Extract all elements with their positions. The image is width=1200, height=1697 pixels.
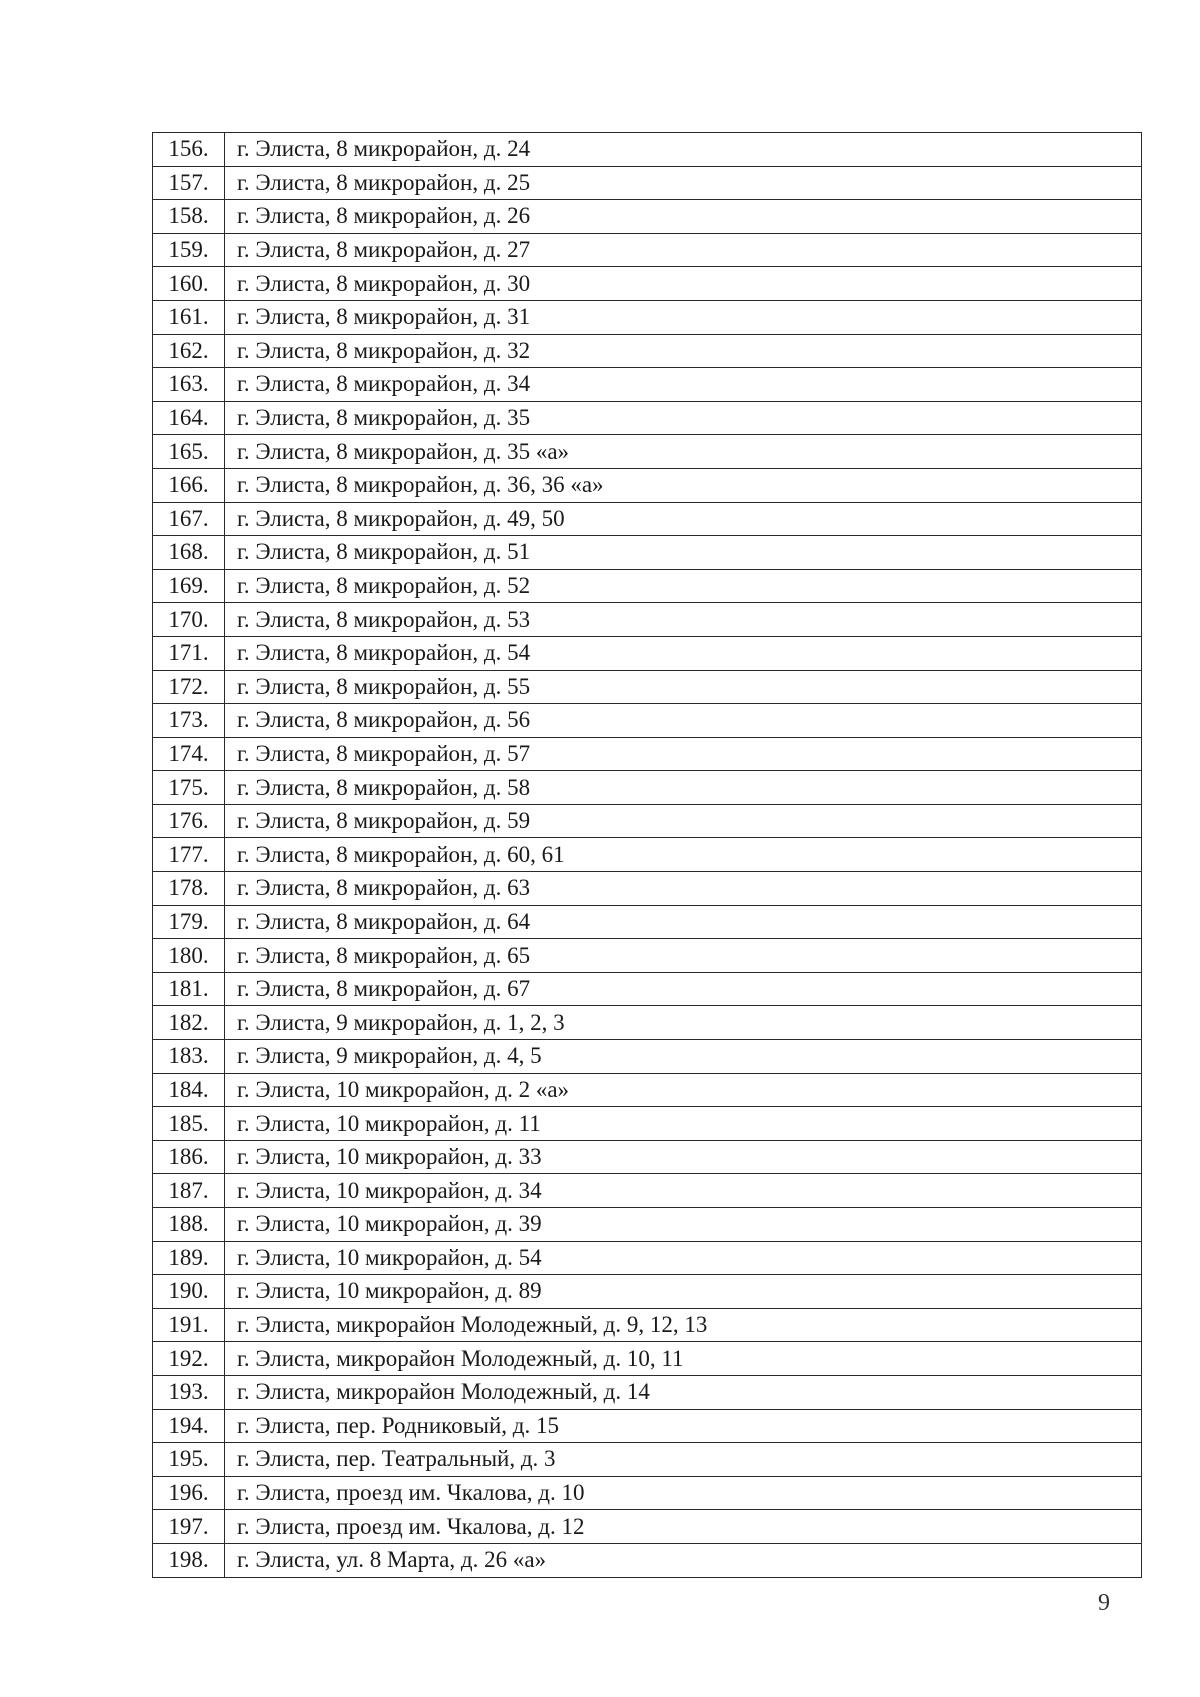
table-row — [153, 267, 1142, 301]
row-number: 159. — [153, 233, 225, 267]
row-address: г. Элиста, 8 микрорайон, д. 36, 36 «а» — [225, 468, 1142, 502]
row-number: 186. — [153, 1140, 225, 1174]
row-number: 179. — [153, 905, 225, 939]
row-address: г. Элиста, 8 микрорайон, д. 51 — [225, 536, 1142, 570]
table-row — [153, 1308, 1142, 1342]
table-row — [153, 536, 1142, 570]
table-row — [153, 1174, 1142, 1208]
row-address: г. Элиста, 10 микрорайон, д. 54 — [225, 1241, 1142, 1275]
table-row — [153, 804, 1142, 838]
row-address: г. Элиста, 10 микрорайон, д. 39 — [225, 1208, 1142, 1242]
table-row — [153, 569, 1142, 603]
row-number: 172. — [153, 670, 225, 704]
row-number: 162. — [153, 334, 225, 368]
table-row — [153, 300, 1142, 334]
address-table — [152, 132, 1142, 1578]
row-address: г. Элиста, 8 микрорайон, д. 57 — [225, 737, 1142, 771]
row-address: г. Элиста, проезд им. Чкалова, д. 12 — [225, 1510, 1142, 1544]
table-row — [153, 1140, 1142, 1174]
row-number: 176. — [153, 804, 225, 838]
row-address: г. Элиста, микрорайон Молодежный, д. 10, 11 — [225, 1342, 1142, 1376]
row-number: 168. — [153, 536, 225, 570]
row-address: г. Элиста, 8 микрорайон, д. 35 — [225, 401, 1142, 435]
row-number: 183. — [153, 1040, 225, 1074]
row-number: 187. — [153, 1174, 225, 1208]
row-number: 173. — [153, 704, 225, 738]
table-row — [153, 200, 1142, 234]
row-address: г. Элиста, 10 микрорайон, д. 34 — [225, 1174, 1142, 1208]
table-row — [153, 133, 1142, 167]
table-row — [153, 838, 1142, 872]
row-number: 163. — [153, 368, 225, 402]
table-row — [153, 704, 1142, 738]
row-address: г. Элиста, микрорайон Молодежный, д. 9, 12, 13 — [225, 1308, 1142, 1342]
row-number: 175. — [153, 771, 225, 805]
row-address: г. Элиста, 8 микрорайон, д. 31 — [225, 300, 1142, 334]
row-number: 177. — [153, 838, 225, 872]
table-row — [153, 368, 1142, 402]
row-address: г. Элиста, 8 микрорайон, д. 52 — [225, 569, 1142, 603]
table-row — [153, 1208, 1142, 1242]
table-row — [153, 1543, 1142, 1577]
row-address: г. Элиста, 8 микрорайон, д. 34 — [225, 368, 1142, 402]
row-address: г. Элиста, пер. Родниковый, д. 15 — [225, 1409, 1142, 1443]
row-address: г. Элиста, 8 микрорайон, д. 54 — [225, 636, 1142, 670]
row-number: 193. — [153, 1375, 225, 1409]
table-row — [153, 1476, 1142, 1510]
row-address: г. Элиста, 8 микрорайон, д. 24 — [225, 133, 1142, 167]
row-number: 171. — [153, 636, 225, 670]
table-row — [153, 233, 1142, 267]
row-number: 160. — [153, 267, 225, 301]
row-address: г. Элиста, ул. 8 Марта, д. 26 «а» — [225, 1543, 1142, 1577]
row-number: 194. — [153, 1409, 225, 1443]
row-number: 182. — [153, 1006, 225, 1040]
table-row — [153, 502, 1142, 536]
table-row — [153, 1241, 1142, 1275]
row-address: г. Элиста, пер. Театральный, д. 3 — [225, 1443, 1142, 1477]
row-number: 158. — [153, 200, 225, 234]
table-row — [153, 670, 1142, 704]
row-address: г. Элиста, 8 микрорайон, д. 53 — [225, 603, 1142, 637]
row-address: г. Элиста, 8 микрорайон, д. 32 — [225, 334, 1142, 368]
row-number: 181. — [153, 972, 225, 1006]
row-number: 197. — [153, 1510, 225, 1544]
row-number: 185. — [153, 1107, 225, 1141]
row-address: г. Элиста, 8 микрорайон, д. 56 — [225, 704, 1142, 738]
row-address: г. Элиста, 8 микрорайон, д. 35 «а» — [225, 435, 1142, 469]
row-number: 191. — [153, 1308, 225, 1342]
row-number: 178. — [153, 872, 225, 906]
row-number: 157. — [153, 166, 225, 200]
table-row — [153, 972, 1142, 1006]
row-address: г. Элиста, 8 микрорайон, д. 58 — [225, 771, 1142, 805]
table-row — [153, 435, 1142, 469]
table-row — [153, 1409, 1142, 1443]
row-number: 195. — [153, 1443, 225, 1477]
row-number: 166. — [153, 468, 225, 502]
table-row — [153, 166, 1142, 200]
row-address: г. Элиста, 8 микрорайон, д. 63 — [225, 872, 1142, 906]
table-row — [153, 636, 1142, 670]
row-number: 192. — [153, 1342, 225, 1376]
row-number: 156. — [153, 133, 225, 167]
row-number: 198. — [153, 1543, 225, 1577]
row-address: г. Элиста, 9 микрорайон, д. 4, 5 — [225, 1040, 1142, 1074]
row-address: г. Элиста, 8 микрорайон, д. 65 — [225, 939, 1142, 973]
row-address: г. Элиста, 10 микрорайон, д. 33 — [225, 1140, 1142, 1174]
row-address: г. Элиста, 8 микрорайон, д. 49, 50 — [225, 502, 1142, 536]
row-number: 161. — [153, 300, 225, 334]
row-number: 167. — [153, 502, 225, 536]
row-address: г. Элиста, микрорайон Молодежный, д. 14 — [225, 1375, 1142, 1409]
table-row — [153, 737, 1142, 771]
row-address: г. Элиста, 8 микрорайон, д. 25 — [225, 166, 1142, 200]
table-row — [153, 1275, 1142, 1309]
table-row — [153, 905, 1142, 939]
table-row — [153, 334, 1142, 368]
row-number: 180. — [153, 939, 225, 973]
row-address: г. Элиста, 8 микрорайон, д. 60, 61 — [225, 838, 1142, 872]
table-row — [153, 603, 1142, 637]
table-row — [153, 1342, 1142, 1376]
table-row — [153, 468, 1142, 502]
table-row — [153, 872, 1142, 906]
table-row — [153, 401, 1142, 435]
row-number: 188. — [153, 1208, 225, 1242]
row-address: г. Элиста, 8 микрорайон, д. 55 — [225, 670, 1142, 704]
row-number: 189. — [153, 1241, 225, 1275]
row-address: г. Элиста, 10 микрорайон, д. 11 — [225, 1107, 1142, 1141]
table-row — [153, 1073, 1142, 1107]
row-address: г. Элиста, 8 микрорайон, д. 30 — [225, 267, 1142, 301]
table-row — [153, 771, 1142, 805]
row-number: 190. — [153, 1275, 225, 1309]
row-address: г. Элиста, 8 микрорайон, д. 67 — [225, 972, 1142, 1006]
row-address: г. Элиста, 10 микрорайон, д. 2 «а» — [225, 1073, 1142, 1107]
page-number: 9 — [1098, 1590, 1110, 1616]
table-row — [153, 1040, 1142, 1074]
address-table-body — [153, 133, 1142, 1578]
row-number: 174. — [153, 737, 225, 771]
row-number: 169. — [153, 569, 225, 603]
row-number: 196. — [153, 1476, 225, 1510]
table-row — [153, 1006, 1142, 1040]
table-row — [153, 1510, 1142, 1544]
row-address: г. Элиста, 8 микрорайон, д. 26 — [225, 200, 1142, 234]
row-number: 170. — [153, 603, 225, 637]
table-row — [153, 939, 1142, 973]
row-address: г. Элиста, 8 микрорайон, д. 64 — [225, 905, 1142, 939]
row-number: 184. — [153, 1073, 225, 1107]
row-address: г. Элиста, 10 микрорайон, д. 89 — [225, 1275, 1142, 1309]
row-address: г. Элиста, проезд им. Чкалова, д. 10 — [225, 1476, 1142, 1510]
table-row — [153, 1107, 1142, 1141]
row-address: г. Элиста, 9 микрорайон, д. 1, 2, 3 — [225, 1006, 1142, 1040]
row-address: г. Элиста, 8 микрорайон, д. 27 — [225, 233, 1142, 267]
table-row — [153, 1375, 1142, 1409]
table-row — [153, 1443, 1142, 1477]
row-number: 165. — [153, 435, 225, 469]
row-number: 164. — [153, 401, 225, 435]
row-address: г. Элиста, 8 микрорайон, д. 59 — [225, 804, 1142, 838]
